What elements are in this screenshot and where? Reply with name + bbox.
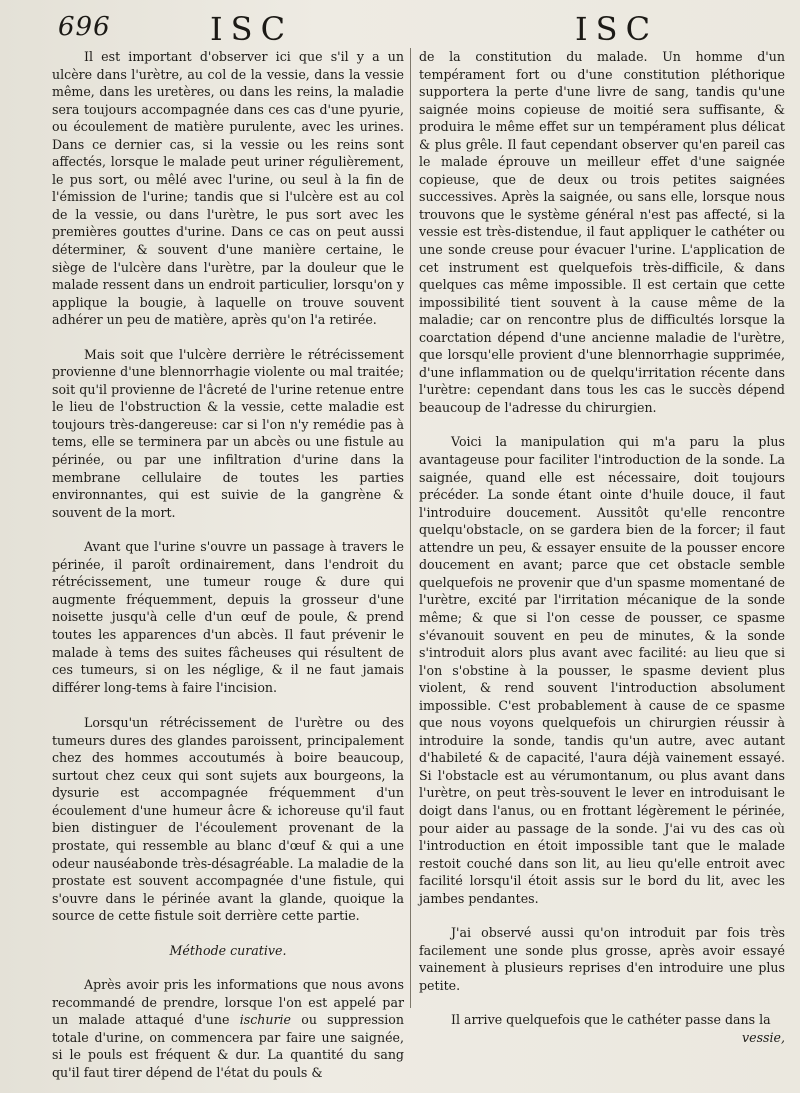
right-column [419, 48, 785, 1047]
running-header [0, 10, 800, 50]
term-ischurie: ischurie [239, 1012, 291, 1028]
paragraph-methode-part-a: Après avoir pris les informations que nous avons recommandé de prendre, lorsque l'on est appelé par un malade attaqué d'une [52, 977, 404, 1028]
running-head-left: ISC [210, 10, 294, 48]
paragraph-ulcer: Il est important d'observer ici que s'il y a un ulcère dans l'urètre, au col de la vessie, dans la vessie même, dans les uretères, ou dans les reins, la maladie sera toujours accompagnée dans ces cas d'une pyurie, ou écoulement de matière purulente, avec les urines. Dans ce dernier cas, si la vessie ou les reins sont affectés, lorsque le malade peut uriner régulièrement, le pus sort, ou mêlé avec l'urine, ou seul à la fin de l'émission de l'urine; tandis que si l'ulcère est au col de la vessie, ou dans l'urètre, le pus sort avec les premières gouttes d'urine. Dans ce cas on peut aussi déterminer, & souvent d'une manière certaine, le siège de l'ulcère dans l'urètre, par la douleur que le malade ressent dans un endroit particulier, lorsqu'on y applique la bougie, à laquelle on trouve souvent adhérer un peu de matière, après qu'on l'a retirée. [52, 49, 404, 328]
page-number: 696 [58, 12, 111, 42]
section-heading: Méthode curative. [169, 942, 287, 958]
paragraph-methode-part-b: ou suppression totale d'urine, on commencera par faire une saignée, si le pouls est fréquent & dur. La quantité du sang qu'il faut tirer dépend de l'état du pouls & [52, 1012, 404, 1080]
paragraph-methode [52, 976, 404, 1081]
running-head-right: ISC [575, 10, 659, 48]
paragraph-constitution: de la constitution du malade. Un homme d'un tempérament fort ou d'une constitution pléthorique supportera la perte d'une livre de sang, tandis qu'une saignée moins copieuse de moitié sera suffisante, & produira le même effet sur un tempérament plus délicat & plus grêle. Il faut cependant observer qu'en pareil cas le malade éprouve un meilleur effet d'une saignée copieuse, que de deux ou trois petites saignées successives. Après la saignée, ou sans elle, lorsque nous trouvons que le système général n'est pas affecté, si la vessie est très-distendue, il faut appliquer le cathéter ou une sonde creuse pour évacuer l'urine. L'application de cet instrument est quelquefois très-difficile, & dans quelques cas même impossible. Il est certain que cette impossibilité tient souvent à la cause même de la maladie; car on rencontre plus de difficultés lorsque la coarctation dépend d'une ancienne maladie de l'urètre, que lorsqu'elle provient d'une blennorrhagie supprimée, d'une inflammation ou de quelqu'irritation récente dans l'urètre: cependant dans tous les cas le succès dépend beaucoup de l'adresse du chirurgien. [419, 49, 785, 415]
paragraph-retrecissement: Lorsqu'un rétrécissement de l'urètre ou des tumeurs dures des glandes paroissent, principalement chez des hommes accoutumés à boire beaucoup, surtout chez ceux qui sont sujets aux bourgeons, la dysurie est accompagnée fréquemment d'un écoulement d'une humeur âcre & ichoreuse qu'il faut bien distinguer de l'écoulement provenant de la prostate, qui ressemble au blanc d'œuf & qui a une odeur nauséabonde très-désagréable. La maladie de la prostate est souvent accompagnée d'une fistule, qui s'ouvre dans le périnée avant la glande, quoique la source de cette fistule soit derrière cette partie. [52, 715, 404, 924]
paragraph-manipulation: Voici la manipulation qui m'a paru la plus avantageuse pour faciliter l'introduction de la sonde. La saignée, quand elle est nécessaire, doit toujours précéder. La sonde étant ointe d'huile douce, il faut l'introduire doucement. Aussitôt qu'elle rencontre quelqu'obstacle, on se gardera bien de la forcer; il faut attendre un peu, & essayer ensuite de la pousser encore doucement en avant; parce que cet obstacle semble quelquefois ne provenir que d'un spasme momentané de l'urètre, excité par l'irritation mécanique de la sonde même; & que si l'on cesse de pousser, ce spasme s'évanouit souvent en peu de minutes, & la sonde s'introduit alors plus avant avec facilité: au lieu que si l'on s'obstine à la pousser, le spasme devient plus violent, & rend souvent l'introduction absolument impossible. C'est probablement à cause de ce spasme que nous voyons quelquefois un chirurgien réussir à introduire la sonde, tandis qu'un autre, avec autant d'habileté & de capacité, l'aura déjà vainement essayé. Si l'obstacle est au vérumontanum, ou plus avant dans l'urètre, on peut très-souvent le lever en introduisant le doigt dans l'anus, ou en frottant légèrement le périnée, pour aider au passage de la sonde. J'ai vu des cas où l'introduction en étoit impossible tant que le malade restoit couché dans son lit, au lieu qu'elle entroit avec facilité lorsqu'il étoit assis sur le bord du lit, avec les jambes pendantes. [419, 434, 785, 906]
left-column [52, 48, 404, 1082]
paragraph-catheter: Il arrive quelquefois que le cathéter passe dans la [451, 1012, 771, 1028]
paragraph-tumeur: Avant que l'urine s'ouvre un passage à travers le périnée, il paroît ordinairement, dans l'endroit du rétrécissement, une tumeur rouge & dure qui augmente fréquemment, depuis la grosseur d'une noisette jusqu'à celle d'un œuf de poule, & prend toutes les apparences d'un abcès. Il faut prévenir le malade à tems des suites fâcheuses qui résultent de ces tumeurs, si on les néglige, & il ne faut jamais différer long-tems à faire l'incision. [52, 539, 404, 695]
paragraph-blennorrhagie: Mais soit que l'ulcère derrière le rétrécissement provienne d'une blennorrhagie violente ou mal traitée; soit qu'il provienne de l'âcreté de l'urine retenue entre le lieu de l'obstruction & la vessie, cette maladie est toujours très-dangereuse: car si l'on n'y remédie pas à tems, elle se terminera par un abcès ou une fistule au périnée, ou par une infiltration d'urine dans la membrane cellulaire de toutes les parties environnantes, qui est suivie de la gangrène & souvent de la mort. [52, 346, 404, 520]
paragraph-sonde: J'ai observé aussi qu'on introduit par fois très facilement une sonde plus grosse, après avoir essayé vainement à plusieurs reprises d'en introduire une plus petite. [419, 925, 785, 993]
column-divider [410, 48, 411, 1008]
catchword: vessie, [742, 1029, 785, 1045]
